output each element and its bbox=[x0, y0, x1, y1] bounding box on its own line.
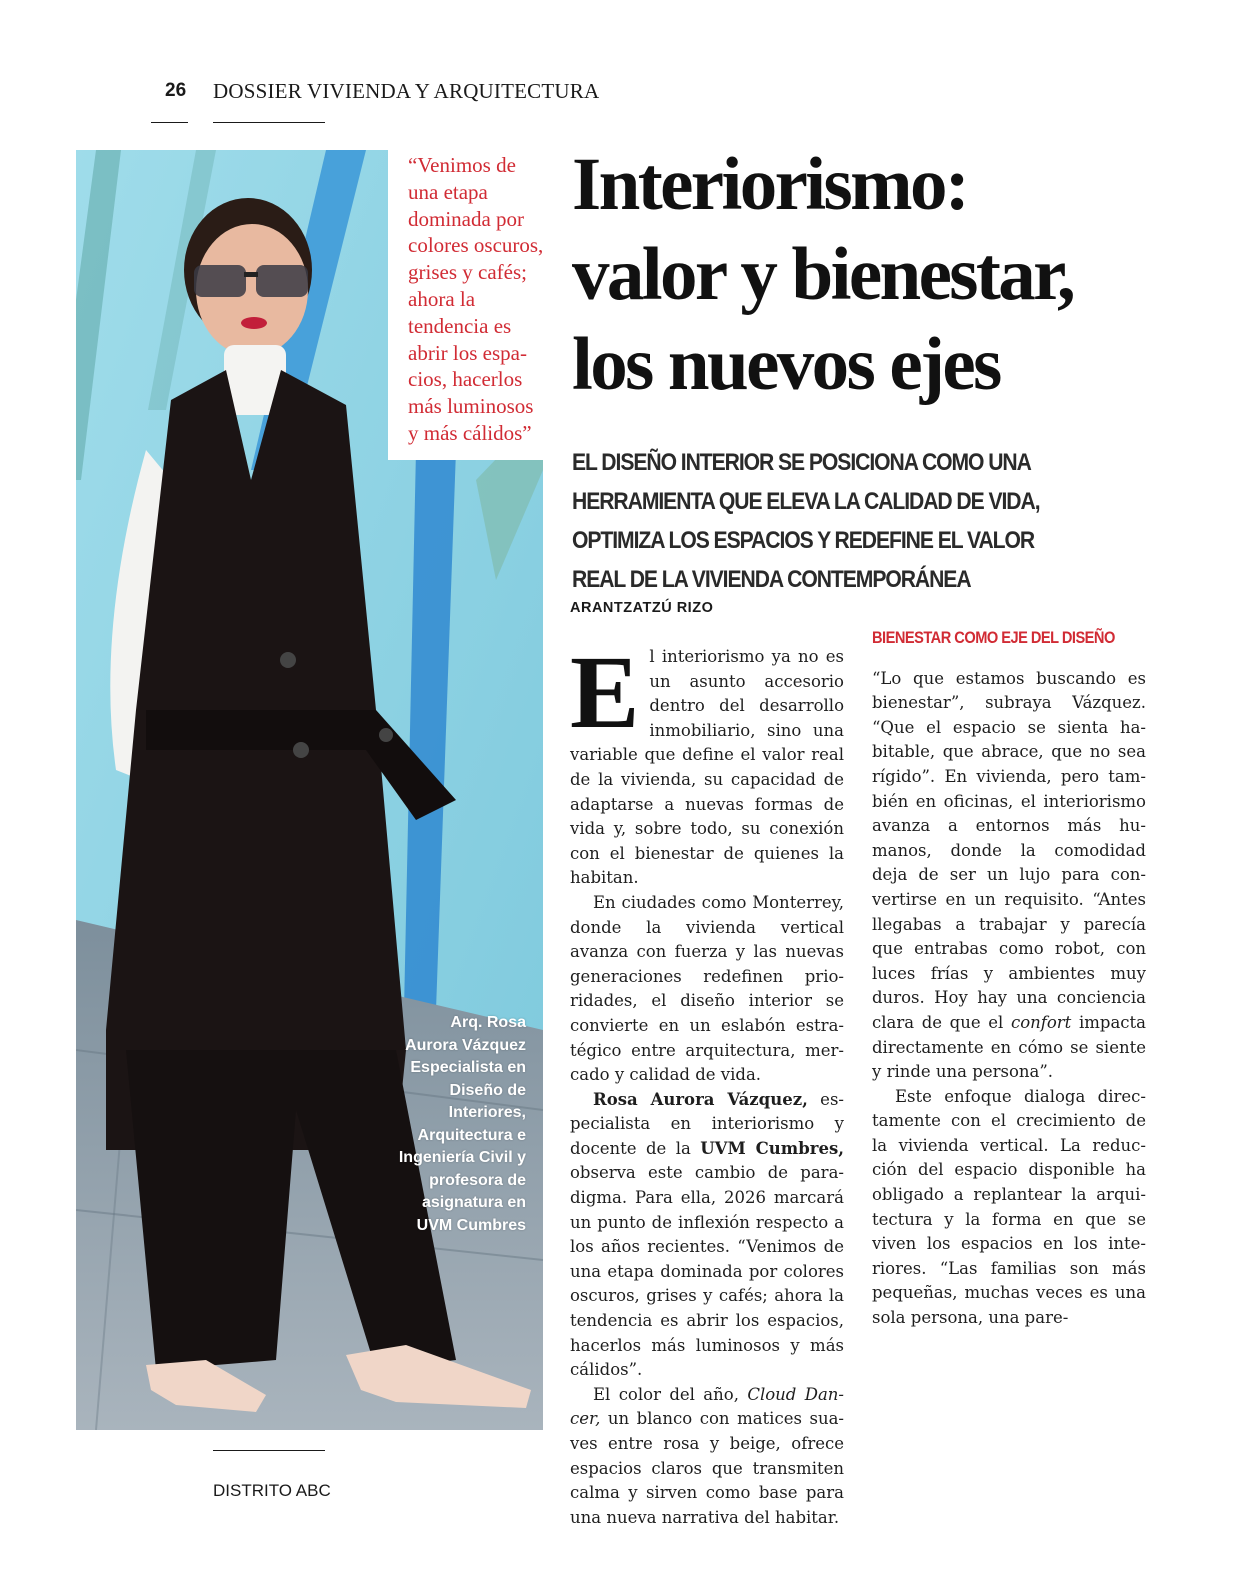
confort-italic: confort bbox=[1010, 1012, 1072, 1032]
paragraph-3 bbox=[570, 1088, 844, 1383]
section-label: DOSSIER VIVIENDA Y ARQUITECTURA bbox=[213, 79, 600, 103]
paragraph-6: Este enfoque dialoga directamente con el crecimiento de la vivienda vertical. La reducción del espacio disponible ha obligado a replantear la arquitectura y la forma en que se viven los espacios en los interiores. “Las familias son más pequeñas, muchas veces es una sola persona, una pare- bbox=[872, 1086, 1146, 1328]
subhead: BIENESTAR COMO EJE DEL DISEÑO bbox=[872, 628, 1115, 647]
pull-quote: “Venimos de una etapa dominada por colores oscuros, grises y cafés; ahora la tendencia es abrir los espa- cios, hacerlos más luminosos y más cálidos” bbox=[408, 153, 544, 445]
article-column-2 bbox=[872, 596, 1146, 1331]
paragraph-3-text-b: observa este cambio de paradigma. Para ella, 2026 marcará un punto de inflexión respecto a los años recientes. “Venimos de una etapa dominada por colores oscuros, grises y cafés; ahora la tendencia es abrir los espacios, hacerlos más luminosos y más cálidos”. bbox=[570, 1163, 844, 1380]
header-rule bbox=[213, 122, 325, 123]
header-rule-short bbox=[151, 122, 188, 123]
name-rosa-aurora: Rosa Aurora Vázquez, bbox=[593, 1089, 808, 1109]
name-uvm-cumbres: UVM Cumbres, bbox=[700, 1138, 844, 1158]
paragraph-1 bbox=[570, 635, 844, 891]
drop-cap: E bbox=[570, 635, 640, 750]
cloud-dancer-italic: Cloud Dancer, bbox=[570, 1384, 844, 1429]
deck: EL DISEÑO INTERIOR SE POSICIONA COMO UNA HERRAMIENTA QUE ELEVA LA CALIDAD DE VIDA, OPTIMIZA LOS ESPACIOS Y REDEFINE EL VALOR REAL DE LA VIVIENDA CONTEMPORÁNEA bbox=[572, 449, 1040, 593]
paragraph-2: En ciudades como Monterrey, donde la vivienda vertical avanza con fuerza y las nuevas generaciones redefinen prioridades, el diseño interior se convierte en un eslabón estratégico entre arquitectura, mercado y calidad de vida. bbox=[570, 892, 844, 1085]
footer-rule bbox=[213, 1450, 325, 1451]
headline-line-2: valor y bienestar, bbox=[572, 233, 1074, 316]
paragraph-1-text: l interiorismo ya no es un asunto accesorio dentro del desarrollo inmobiliario, sino una variable que define el valor real de la vivienda, su capacidad de adaptarse a nuevas formas de vida y, sobre todo, su conexión con el bienestar de quienes la habitan. bbox=[570, 647, 844, 888]
byline: ARANTZATZÚ RIZO bbox=[570, 600, 714, 616]
paragraph-5 bbox=[872, 667, 1146, 1085]
photo-caption: Arq. Rosa Aurora Vázquez Especialista en Diseño de Interiores, Arquitectura e Ingeniería Civil y profesora de asignatura en UVM Cumbres bbox=[398, 1014, 526, 1234]
headline-line-3: los nuevos ejes bbox=[572, 323, 1000, 406]
paragraph-4 bbox=[570, 1383, 844, 1531]
paragraph-5-text-b: impacta directamente en cómo se siente y rinde una persona”. bbox=[872, 1012, 1146, 1082]
page-number: 26 bbox=[165, 80, 187, 101]
footer-label: DISTRITO ABC bbox=[213, 1481, 331, 1500]
headline-line-1: Interiorismo: bbox=[572, 143, 968, 226]
paragraph-4-text-b: un blanco con matices suaves entre rosa y beige, ofrece espacios claros que transmiten calma y sirven como base para una nueva narrativa del habitar. bbox=[570, 1409, 844, 1527]
paragraph-3-text-a: especialista en interiorismo y docente de la bbox=[570, 1089, 844, 1158]
article-column-1 bbox=[570, 635, 844, 1530]
headline bbox=[572, 140, 1192, 410]
paragraph-4-text-a: El color del año, bbox=[593, 1384, 748, 1404]
paragraph-5-text-a: “Lo que estamos buscando es bienestar”, subraya Vázquez. “Que el espacio se sienta habitable, que abrace, que no sea rígido”. En vivienda, pero también en oficinas, el interiorismo avanza a entornos más humanos, donde la comodidad deja de ser un lujo para convertirse en un requisito. “Antes llegabas a trabajar y parecía que entrabas como robot, con luces frías y ambientes muy duros. Hoy hay una conciencia clara de que el bbox=[872, 668, 1146, 1032]
